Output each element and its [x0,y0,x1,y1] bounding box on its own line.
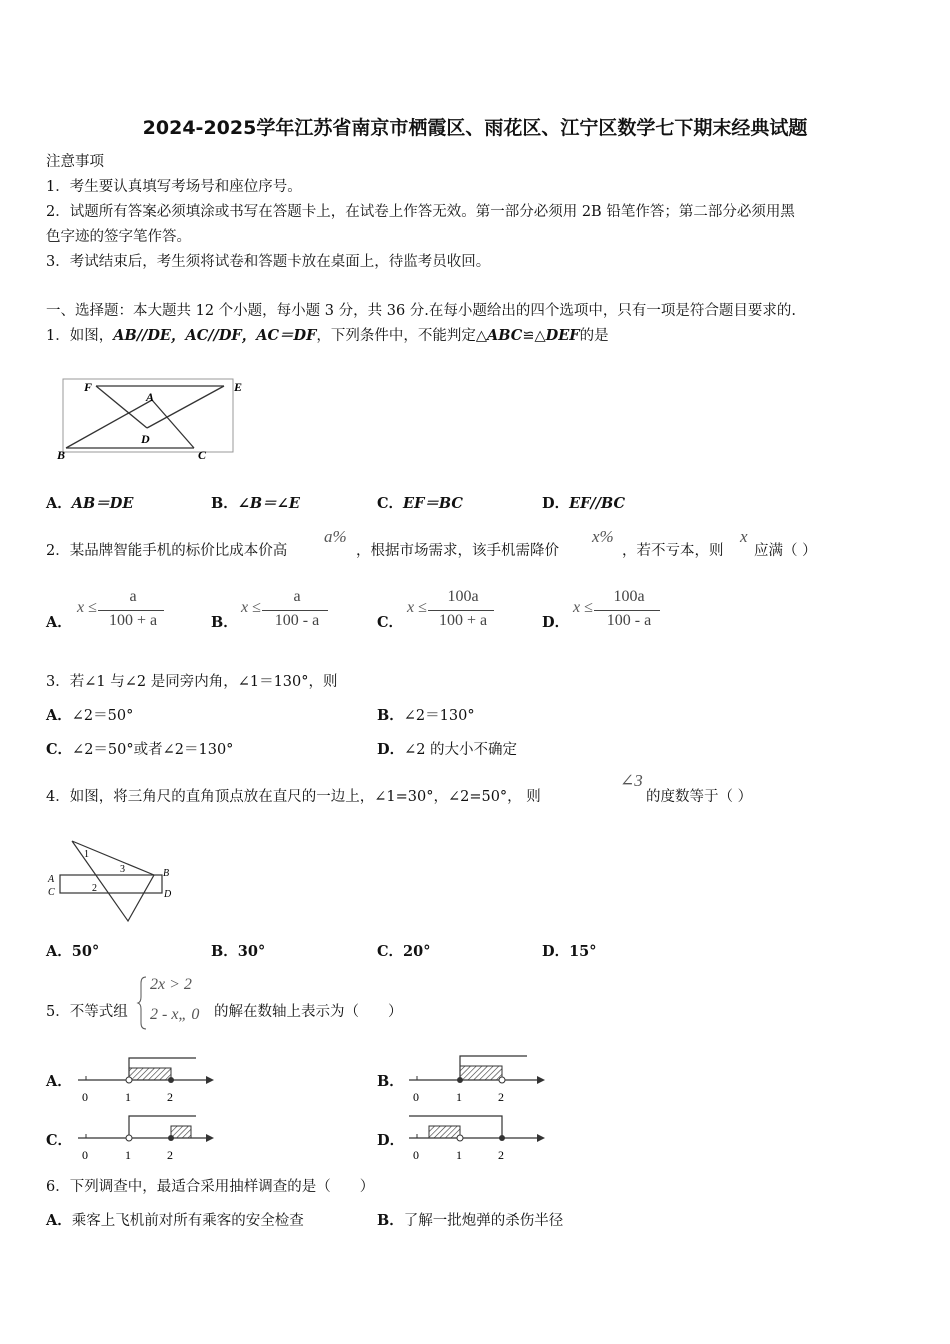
closed-dot [457,1077,463,1083]
denominator: 100 - a [274,612,320,629]
q5-option-a[interactable]: A． [46,1073,72,1090]
q1-figure [54,373,243,465]
option-text: ∠2＝50°或者∠2＝130° [72,742,234,758]
tick-label: 0 [82,1148,88,1162]
q2-math-a-percent: a% [324,527,347,546]
tick-label: 1 [125,1148,131,1162]
label-b: B [163,868,170,879]
option-text: ∠2 的大小不确定 [404,742,518,758]
q1-option-d[interactable] [542,495,625,513]
option-letter: C． [46,741,73,758]
option-letter: C． [377,495,404,512]
label-f: F [84,380,93,394]
q3-option-d[interactable] [377,741,517,759]
angle-label-3: 3 [120,864,125,875]
hatched-region [429,1126,460,1138]
q4-option-b[interactable] [211,943,265,961]
line-ac [152,400,194,448]
option-letter: D． [542,495,570,512]
numerator: a [129,588,137,605]
option-text: AB＝DE [71,495,134,512]
tick-label: 1 [456,1148,462,1162]
label-c: C [198,448,207,462]
q1-option-a[interactable] [46,495,133,513]
fraction-bar [98,610,164,611]
tick-label: 2 [167,1090,173,1104]
question-3-stem: 3．若∠1 与∠2 是同旁内角，∠1＝130°，则 [46,674,338,690]
q5-option-d[interactable]: D． [377,1132,405,1149]
q4-figure [46,835,176,923]
axis-arrow [537,1076,545,1084]
number-line-b [405,1052,545,1108]
option-text: 20° [403,943,431,960]
numerator: 100a [613,588,645,605]
denominator: 100 + a [108,612,158,629]
question-1-stem [46,327,609,345]
tick-label: 2 [498,1148,504,1162]
q4-math-angle3: ∠3 [620,771,643,790]
q1-option-c[interactable] [377,495,463,513]
q2-a-lhs: x ≤ [77,599,97,616]
notice-item: 2．试题所有答案必须填涂或书写在答题卡上，在试卷上作答无效。第一部分必须用 2B 铅笔作答；第二部分必须用黑 [46,204,795,220]
tick-label: 0 [413,1148,419,1162]
fraction-bar [262,610,328,611]
number-line-c [74,1110,214,1166]
fraction-bar [428,610,494,611]
number-line-a [74,1052,214,1108]
q2-d-lhs: x ≤ [573,599,593,616]
q2-option-a[interactable]: A． [46,614,72,631]
q1-suffix: 的是 [579,328,609,344]
fraction-bar [594,610,660,611]
option-letter: A． [46,943,72,960]
q6-option-b[interactable] [377,1212,563,1230]
system-line-1: 2x > 2 [150,976,192,993]
option-letter: A． [46,1212,72,1229]
line-ba [66,400,152,448]
q1-triangle-1: ABC [487,327,523,344]
option-text: 了解一批炮弹的杀伤半径 [403,1213,564,1229]
label-d: D [141,432,150,446]
label-c: C [48,887,55,898]
tick-label: 2 [167,1148,173,1162]
angle-label-2: 2 [92,883,97,894]
q1-triangle-2: DEF [545,327,580,344]
q2-text-1: 2．某品牌智能手机的标价比成本价高 [46,543,288,559]
q5-prefix: 5．不等式组 [46,1004,128,1020]
axis-arrow [206,1076,214,1084]
q4-option-d[interactable] [542,943,597,961]
label-a: A [48,874,55,885]
q6-option-a[interactable] [46,1212,304,1230]
closed-dot [168,1077,174,1083]
option-letter: C． [377,943,404,960]
label-d: D [164,889,172,900]
ruler [60,875,162,893]
tick-label: 2 [498,1090,504,1104]
q4-text-1: 4．如图，将三角尺的直角顶点放在直尺的一边上，∠1=30°，∠2=50°， 则 [46,789,541,805]
number-line-d [405,1110,545,1166]
q2-text-2: ，根据市场需求，该手机需降价 [356,543,559,559]
denominator: 100 - a [606,612,652,629]
q1-middle: ，下列条件中，不能判定△ [316,328,488,344]
q2-option-c[interactable]: C． [377,614,404,631]
option-letter: B． [377,1212,404,1229]
closed-dot [168,1135,174,1141]
open-dot [126,1135,132,1141]
q4-text-2: 的度数等于（ ） [646,789,753,805]
q2-text-3: ，若不亏本，则 [622,543,724,559]
q2-c-lhs: x ≤ [407,599,427,616]
tick-label: 1 [125,1090,131,1104]
q2-option-d[interactable]: D． [542,614,570,631]
tick-label: 0 [82,1090,88,1104]
option-text: ∠2＝130° [403,708,475,724]
q3-option-c[interactable] [46,741,233,759]
q1-prefix: 1．如图， [46,328,114,344]
option-text: ∠B＝∠E [237,495,300,512]
closed-dot [499,1135,505,1141]
q1-conditions: AB//DE，AC//DF，AC＝DF [113,327,317,344]
notice-heading: 注意事项 [46,154,104,170]
q4-option-c[interactable] [377,943,430,961]
hatched-region [171,1126,191,1138]
open-dot [499,1077,505,1083]
option-letter: A． [46,495,72,512]
option-letter: D． [377,741,405,758]
option-text: EF//BC [569,495,626,512]
q5-option-c[interactable]: C． [46,1132,73,1149]
hatched-region [129,1068,171,1080]
label-e: E [234,380,243,394]
notice-item: 3．考试结束后，考生须将试卷和答题卡放在桌面上，待监考员收回。 [46,254,491,270]
system-line-2: 2 - x„ 0 [150,1006,200,1023]
tick-label: 0 [413,1090,419,1104]
hatched-region [460,1066,502,1080]
tick-label: 1 [456,1090,462,1104]
angle-label-1: 1 [84,849,89,860]
option-letter: B． [377,707,404,724]
question-6-stem: 6．下列调查中，最适合采用抽样调查的是（ ） [46,1179,375,1195]
notice-item: 1．考生要认真填写考场号和座位序号。 [46,179,302,195]
q2-math-x-percent: x% [592,527,614,546]
q3-option-b[interactable] [377,707,475,725]
option-letter: D． [542,943,570,960]
page-title: 2024-2025学年江苏省南京市栖霞区、雨花区、江宁区数学七下期末经典试题 [142,117,808,139]
option-letter: B． [211,495,238,512]
open-dot [126,1077,132,1083]
option-text: 15° [569,943,597,960]
option-letter: B． [211,943,238,960]
open-dot [457,1135,463,1141]
label-b: B [57,448,66,462]
q2-option-b[interactable]: B． [211,614,238,631]
section-heading: 一、选择题：本大题共 12 个小题，每小题 3 分，共 36 分.在每小题给出的四个选项中，只有一项是符合题目要求的. [46,303,796,319]
q1-option-b[interactable] [211,495,300,513]
numerator: a [293,588,301,605]
notice-item: 色字迹的签字笔作答。 [46,229,191,245]
q2-text-4: 应满（ ） [754,543,817,559]
q5-option-b[interactable]: B． [377,1073,404,1090]
option-text: EF＝BC [403,495,463,512]
numerator: 100a [447,588,479,605]
label-a: A [146,390,155,404]
denominator: 100 + a [438,612,488,629]
option-text: 乘客上飞机前对所有乘客的安全检查 [71,1213,304,1229]
axis-arrow [537,1134,545,1142]
option-letter: A． [46,707,72,724]
q3-option-a[interactable] [46,707,133,725]
axis-arrow [206,1134,214,1142]
q2-math-x: x [740,527,748,546]
q5-suffix: 的解在数轴上表示为（ ） [214,1004,403,1020]
option-text: 50° [71,943,100,960]
option-text: 30° [237,943,266,960]
q1-congruent: ≌△ [522,328,546,344]
q4-option-a[interactable] [46,943,99,961]
q2-b-lhs: x ≤ [241,599,261,616]
option-text: ∠2＝50° [71,708,134,724]
system-brace [138,975,148,1031]
